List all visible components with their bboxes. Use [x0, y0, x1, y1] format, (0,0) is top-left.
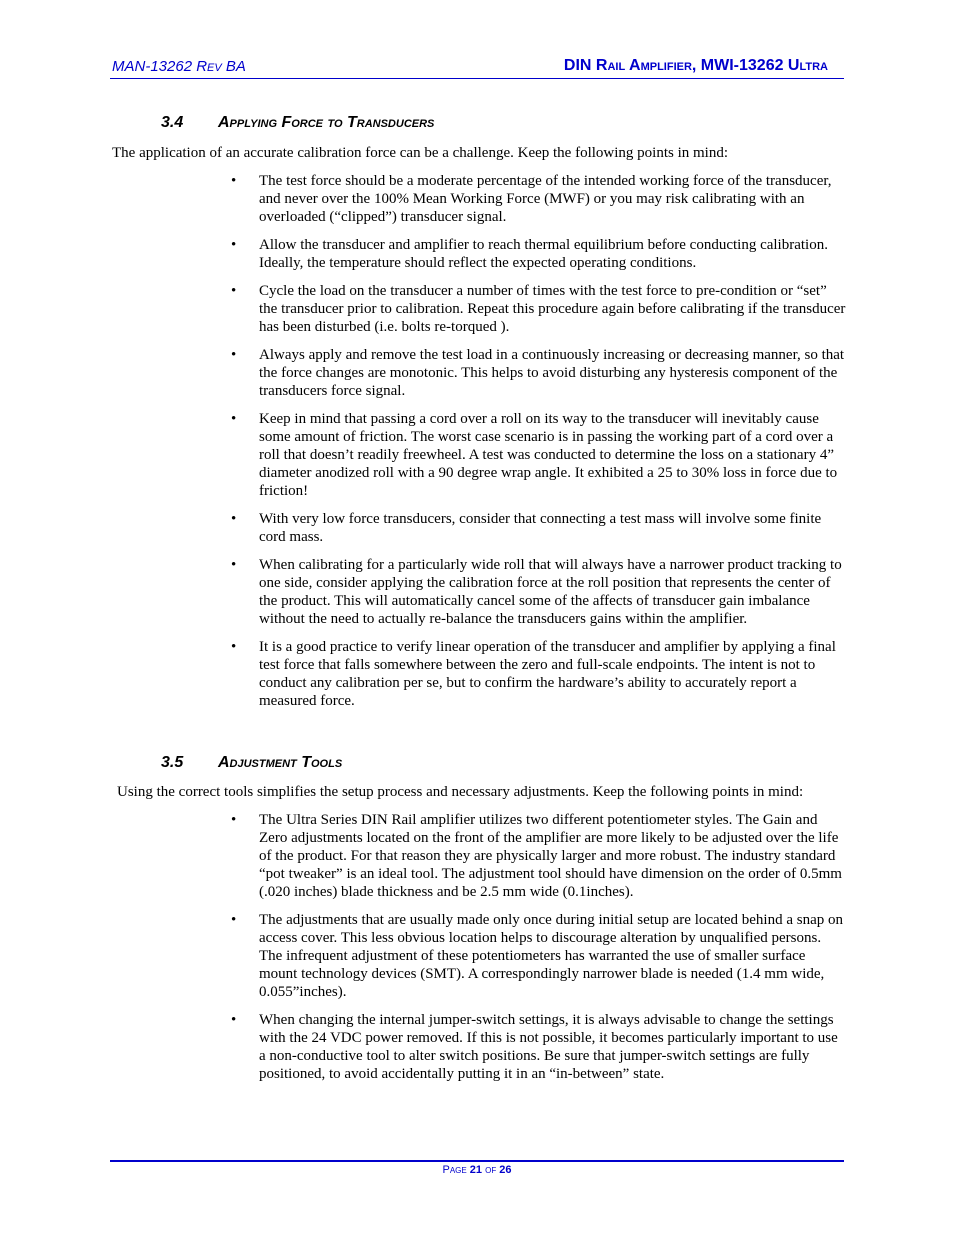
header-document-number: MAN-13262 Rev BA	[112, 58, 246, 75]
total-pages: 26	[499, 1164, 512, 1176]
bullet-icon: •	[231, 639, 237, 655]
section-heading-3-5	[161, 754, 342, 772]
page-word: Page	[442, 1164, 467, 1176]
bullet-item: • Cycle the load on the transducer a number of times with the test force to pre-condition or “set” the transducer prior to calibration. Repeat this procedure again before calibrating if the transducer has been disturbed (i.e. bolts re-torqued ).	[231, 283, 846, 335]
bullet-item: • The Ultra Series DIN Rail amplifier utilizes two different potentiometer styles. The Gain and Zero adjustments located on the front of the amplifier are more likely to be adjusted over the life of the product. For that reason they are physically larger and more robust. The industry standard “pot tweaker” is an ideal tool. The adjustment tool should have dimension on the order of 0.5mm (.020 inches) blade thickness and be 2.5 mm wide (0.1inches).	[231, 812, 842, 900]
section-intro: Using the correct tools simplifies the setup process and necessary adjustments. Keep the following points in mind:	[117, 784, 804, 800]
section-intro: The application of an accurate calibration force can be a challenge. Keep the following points in mind:	[112, 145, 729, 161]
bullet-item: • It is a good practice to verify linear operation of the transducer and amplifier by applying a final test force that falls somewhere between the zero and full-scale endpoints. The intent is not to conduct any calibration per se, but to confirm the hardware’s ability to accurately report a measured force.	[231, 639, 836, 709]
footer-rule	[110, 1160, 844, 1162]
bullet-icon: •	[231, 812, 237, 828]
bullet-icon: •	[231, 237, 237, 253]
section-number: 3.5	[161, 754, 184, 771]
bullet-item: • Allow the transducer and amplifier to reach thermal equilibrium before conducting calibration. Ideally, the temperature should reflect the expected operating conditions.	[231, 237, 828, 271]
section-heading-3-4	[161, 114, 434, 132]
bullet-item: • When changing the internal jumper-switch settings, it is always advisable to change the settings with the 24 VDC power removed. If this is not possible, it becomes particularly important to use a non-conductive tool to alter switch positions. Be sure that jumper-switch settings are fully positioned, to avoid accidentally putting it in an “in-between” state.	[231, 1012, 838, 1082]
bullet-item: • With very low force transducers, consider that connecting a test mass will involve some finite cord mass.	[231, 511, 822, 545]
bullet-icon: •	[231, 1012, 237, 1028]
bullet-item: • The test force should be a moderate percentage of the intended working force of the transducer, and never over the 100% Mean Working Force (MWF) or you may risk calibrating with an overloaded (“clipped”) transducer signal.	[231, 173, 832, 225]
bullet-list-3-5	[231, 811, 846, 1093]
bullet-item: • The adjustments that are usually made only once during initial setup are located behind a snap on access cover. This less obvious location helps to discourage alteration by unqualified persons. The infrequent adjustment of these potentiometers has warranted the use of smaller surface mount technology devices (SMT). A correspondingly narrower blade is needed (1.4 mm wide, 0.055”inches).	[231, 912, 843, 1000]
of-word: of	[485, 1164, 497, 1176]
section-number: 3.4	[161, 114, 184, 131]
bullet-item: • Keep in mind that passing a cord over a roll on its way to the transducer will inevitably cause some amount of friction. The worst case scenario is in passing the working part of a cord over a roll that doesn’t readily freewheel. A test was conducted to determine the loss on a stationary 4” diameter anodized roll with a 90 degree wrap angle. It exhibited a 25 to 30% loss in force due to friction!	[231, 411, 838, 499]
page-footer	[0, 1164, 954, 1176]
section-title: Applying Force to Transducers	[218, 114, 435, 131]
bullet-item: • When calibrating for a particularly wide roll that will always have a narrower product tracking to one side, consider applying the calibration force at the roll position that represents the center of the product. This will automatically cancel some of the affects of transducer gain imbalance without the need to actually re-balance the transducers gains within the amplifier.	[231, 557, 842, 627]
header-document-title: DIN Rail Amplifier, MWI-13262 Ultra	[563, 57, 828, 74]
bullet-icon: •	[231, 347, 237, 363]
bullet-icon: •	[231, 912, 237, 928]
bullet-list-3-4	[231, 172, 846, 720]
section-title: Adjustment Tools	[218, 754, 343, 771]
bullet-icon: •	[231, 557, 237, 573]
page-number: 21	[469, 1164, 483, 1176]
bullet-icon: •	[231, 411, 237, 427]
bullet-icon: •	[231, 173, 237, 189]
bullet-icon: •	[231, 511, 237, 527]
header-rule	[110, 78, 844, 79]
bullet-item: • Always apply and remove the test load in a continuously increasing or decreasing manner, so that the force changes are monotonic. This helps to avoid disturbing any hysteresis component of the transducers force signal.	[231, 347, 845, 399]
bullet-icon: •	[231, 283, 237, 299]
